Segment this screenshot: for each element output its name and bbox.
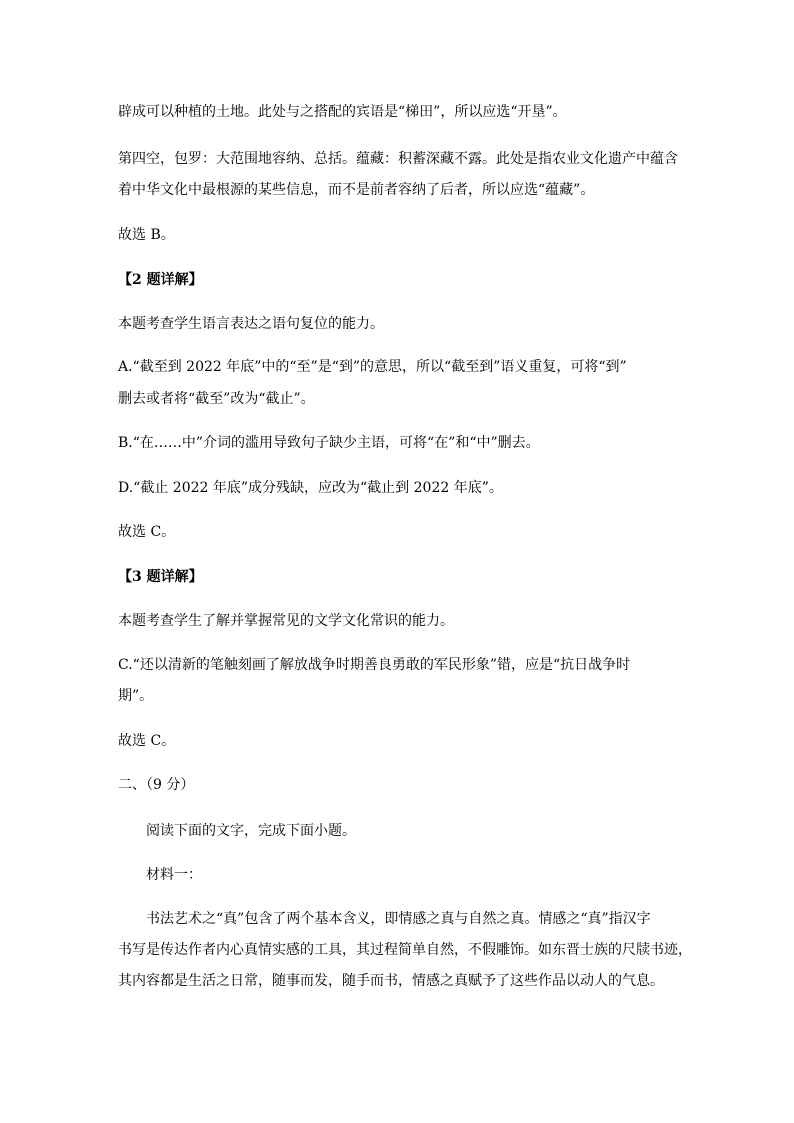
- section-heading: 二、（9 分）: [118, 777, 195, 793]
- text-line: D.“截止 2022 年底”成分残缺，应改为“截止到 2022 年底”。: [118, 480, 503, 496]
- text-line: 删去或者将“截至”改为“截止”。: [118, 391, 315, 407]
- text-line: 本题考查学生语言表达之语句复位的能力。: [118, 316, 384, 332]
- text-line: A.“截至到 2022 年底”中的“至”是“到”的意思，所以“截至到”语义重复，可将“到”: [118, 359, 627, 375]
- section-heading: 【3 题详解】: [118, 569, 203, 585]
- text-line: 故选 C。: [118, 524, 176, 540]
- text-line: 其内容都是生活之日常，随事而发，随手而书，情感之真赋予了这些作品以动人的气息。: [118, 973, 664, 989]
- text-line: 着中华文化中最根源的某些信息，而不是前者容纳了后者，所以应选“蕴藏”。: [118, 182, 595, 198]
- text-line: 书法艺术之“真”包含了两个基本含义，即情感之真与自然之真。情感之“真”指汉字: [146, 911, 651, 927]
- text-line: C.“还以清新的笔触刻画了解放战争时期善良勇敢的军民形象”错，应是“抗日战争时: [118, 657, 631, 673]
- text-line: 故选 B。: [118, 227, 175, 243]
- text-line: 材料一：: [146, 867, 202, 883]
- text-line: 辟成可以种植的土地。此处与之搭配的宾语是“梯田”，所以应选“开垦”。: [118, 104, 567, 120]
- text-line: 阅读下面的文字，完成下面小题。: [146, 823, 356, 839]
- text-line: 故选 C。: [118, 733, 176, 749]
- section-heading: 【2 题详解】: [118, 272, 203, 288]
- text-line: 第四空，包罗：大范围地容纳、总括。蕴藏：积蓄深藏不露。此处是指农业文化遗产中蕴含: [118, 151, 678, 167]
- text-line: 书写是传达作者内心真情实感的工具，其过程简单自然，不假雕饰。如东晋士族的尺牍书迹，: [118, 942, 692, 958]
- text-line: 期”。: [118, 688, 154, 704]
- text-line: 本题考查学生了解并掌握常见的文学文化常识的能力。: [118, 613, 454, 629]
- text-line: B.“在……中”介词的滥用导致句子缺少主语，可将“在”和“中”删去。: [118, 435, 540, 451]
